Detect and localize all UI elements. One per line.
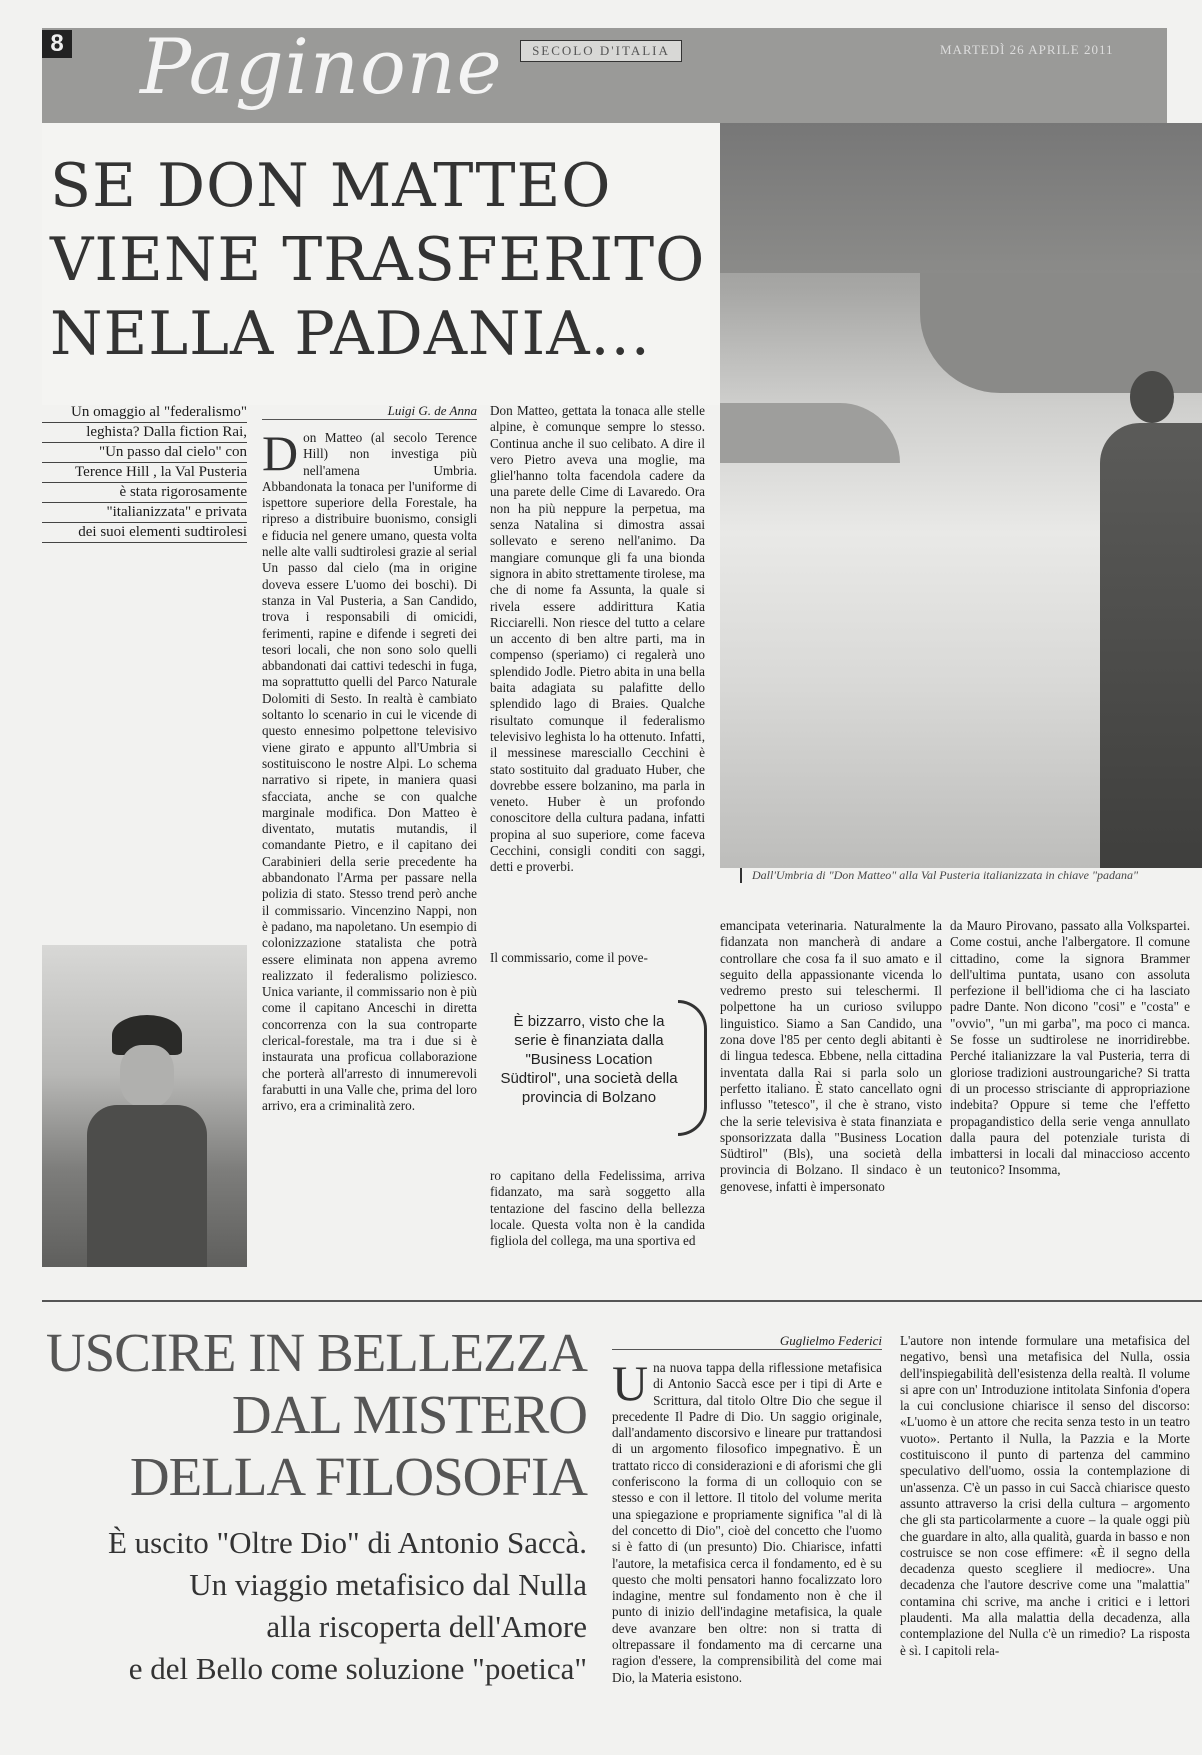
article2-column-2: L'autore non intende formulare una metafisica del negativo, bensì una metafisica del Nulla, ossia dell'inspiegabilità dell'esistenza della realtà. Il volume si apre con un' Introduzione intitolata Sinfonia d'opera la cui conclusione chiarisce il senso del discorso: «L'uomo è un attore che recita senza testo in un teatro vuoto». Pertanto il Nulla, la Pazzia e la Morte costituiscono il punto di partenza del cammino speculativo dell'uomo, ossia la contemplazione di un'assenza. C'è un passo in cui Saccà chiarisce questo assunto attraverso la crisi della cultura – argomento che gli sta particolarmente a cuore – la quale oggi più che guardare in alto, alla qualità, guarda in basso e non costruisce se non cose effimere: «È il segno della decadenza questo scegliere il mediocre». Una decadenza che l'autore descrive come una "malattia" contamina chi scrive, ma anche i critici e i lettori plaudenti. Ma alla malattia della decadenza, alla contemplazione del Nulla c'è un rimedio? La risposta è sì. I capitoli rela- [900, 1333, 1190, 1658]
masthead: SECOLO D'ITALIA [520, 40, 682, 62]
title-line: USCIRE IN BELLEZZA [45, 1322, 587, 1383]
article1-deck [42, 403, 247, 543]
title-line: DAL MISTERO [231, 1384, 587, 1445]
landscape-photo [720, 123, 1202, 868]
subtitle-line: alla riscoperta dell'Amore [266, 1609, 587, 1644]
deck-line: è stata rigorosamente [42, 483, 247, 503]
body-text: na nuova tappa della riflessione metafisica di Antonio Saccà esce per i tipi di Arte e Scrittura, dal titolo Oltre Dio che segue il precedente Il Padre di Dio. Un saggio originale, dall'andamento discorsivo e lineare pur trattandosi di un argomento filosofico impegnativo. È un trattato ricco di considerazioni e di aforismi che gli conferiscono la forma di un colloquio con se stesso e con il lettore. Il titolo del volume merita una spiegazione e propriamente significa "al di là del concetto di Dio", cioè del concetto che l'uomo si è fatto di (un presunto) Dio. Chiarisce, infatti l'autore, la metafisica cerca il fondamento, ed è su questo che molti pensatori hanno focalizzato loro indagine, mentre sul fondamento non è che il punto di inizio dell'indagine metafisica, la quale deve avanzare ben oltre: non si tratta di oltrepassare il fondamento ma di cercarne una ragion d'essere, la comprensibilità del come mai Dio, la Materia esistono. [612, 1360, 882, 1685]
article2-column-1 [612, 1333, 882, 1755]
dropcap: U [612, 1360, 649, 1411]
article1-column-4: da Mauro Pirovano, passato alla Volkspartei. Come costui, anche l'albergatore. Il comune cittadino, come la signora Brammer dell'ultima puntata, usano con assoluta perfezione il bell'idioma che ci ha lasciato padre Dante. Non dicono "cosi" e "costa" e "ovvio", "un mi garba", ma poco ci manca. Se fosse un sudtirolese ne inorridirebbe. Perché italianizzare la val Pusteria, terra di gloriose tradizioni austroungariche? Si tratta di un processo strisciante di appropriazione indebita? Oppure si teme che l'effetto propagandistico della serie venga annullato dalla paura del potenziale turista di imbattersi in locali dal minaccioso accento teutonico? Insomma, [950, 918, 1190, 1178]
article2-subtitle [42, 1522, 587, 1690]
byline: Luigi G. de Anna [262, 403, 477, 420]
title-line: DELLA FILOSOFIA [129, 1446, 587, 1507]
body-text: Don Matteo, gettata la tonaca alle stelle alpine, è comunque sempre lo stesso. Continua anche il suo celibato. A dire il vero Pietro aveva una moglie, ma gliel'hanno tolta facendola cadere da una parete delle Cime di Lavaredo. Ora non ha più neppure la perpetua, ma senza Natalina si dimostra assai sollevato e sereno nell'animo. Da mangiare comunque gli fa una biondа signora in abito strettamente tirolese, ma che di nome fa Assunta, la quale si rivela essere addirittura Katia Ricciarelli. Non riesce del tutto a celare un accento di ben altre parti, ma in compenso (speriamo) ci regalerà uno splendido Jodle. Pietro abita in una bella baita adagiata su palafitte dello splendido lago di Braies. Qualche risultato comunque il federalismo televisivo leghista lo ha ottenuto. Infatti, il messinese maresciallo Cecchini è stato sostituito dal graduato Huber, che dovrebbe essere bolzanino, ma parla in veneto. Huber è un profondo conoscitore della cultura padana, infatti propina al suo superiore, come faceva Cecchini, consigli conditi con saggi, detti e proverbi. [490, 403, 705, 875]
deck-line: Un omaggio al "federalismo" [42, 403, 247, 423]
dropcap: D [262, 430, 299, 481]
deck-line: dei suoi elementi sudtirolesi [42, 523, 247, 543]
article2-title [42, 1322, 587, 1508]
title-line: SE DON MATTEO [50, 151, 612, 221]
section-divider [42, 1300, 1202, 1302]
body-text: Il commissario, come il pove- [490, 950, 648, 965]
issue-date: MARTEDÌ 26 APRILE 2011 [940, 42, 1114, 57]
section-name: Paginone [140, 22, 503, 111]
body-text: on Matteo (al secolo Terence Hill) non investiga più nell'amena Umbria. Abbandonata la tonaca per l'uniforme di ispettore superiore della Forestale, ha ripreso a distribuire buonismo, consigli e fiducia nel genere umano, questa volta nelle alte valli sudtirolesi grazie al serial Un passo dal cielo (ma in origine doveva essere L'uomo dei boschi). Di stanza in Val Pusteria, a San Candido, trova i responsabili di omicidi, ferimenti, rapine e difende i segreti dei tesori locali, che non sono solo quelli abbandonati dai cattivi tedeschi in fuga, ma soprattutto quelli del Parco Naturale Dolomiti di Sesto. In realtà è cambiato soltanto lo scenario in cui le vicende di questo ennesimo polpettone televisivo viene girato e appunto all'Umbria si sostituiscono le nostre Alpi. Lo schema narrativo si ripete, in maniera quasi sfacciata, anche se con qualche marginale modifica. Don Matteo è diventato, mutatis mutandis, il comandante Pietro, e il capitano dei Carabinieri della serie precedente ha abbandonato l'Arma per passare nella polizia di stato. Stesso trend però anche il commissario. Vincenzino Nappi, non è padano, ma napoletano. Un esempio di colonizzazione statalista che potrà essere eliminata non appena avremo realizzato il federalismo poliziesco. Unica variante, il commissario non è più come il capitano Anceschi in diretta concorrenza con la sua controparte clerical-forestale, ma tra i due si è instaurata una proficua collaborazione che porterà all'arresto di innumerevoli farabutti in una Valle che, prima del loro arrivo, era a criminalità zero. [262, 430, 477, 1114]
subtitle-line: e del Bello come soluzione "poetica" [128, 1651, 587, 1686]
subtitle-line: È uscito "Oltre Dio" di Antonio Saccà. [107, 1525, 587, 1560]
deck-line: "italianizzata" e privata [42, 503, 247, 523]
article1-column-2 [490, 403, 705, 966]
photo-caption: Dall'Umbria di "Don Matteo" alla Val Pusteria italianizzata in chiave "padana" [740, 868, 1202, 883]
deck-line: Terence Hill , la Val Pusteria [42, 463, 247, 483]
article1-title [42, 123, 720, 405]
title-line: VIENE TRASFERITO [50, 225, 706, 295]
person-silhouette [1100, 423, 1202, 868]
subtitle-line: Un viaggio metafisico dal Nulla [189, 1567, 587, 1602]
body-text: ro capitano della Fedelissima, arriva fidanzato, ma sarà soggetto alla tentazione del fascino della bellezza locale. Questa volta non è la candida figliola del collega, ma una sportiva ed [490, 1168, 705, 1249]
quote-bracket [678, 1000, 707, 1136]
pull-quote: È bizzarro, visto che la serie è finanziata dalla "Business Location Südtirol", una società della provincia di Bolzano [500, 1013, 678, 1106]
article1-column-3: emancipata veterinaria. Naturalmente la fidanzata non mancherà di andare a controllare che cosa fa il suo amato e il seguito della appassionante vicenda lo vedremo presto sui teleschermi. Il polpettone ha un curioso sviluppo linguistico. Siamo a San Candido, una zona dove l'85 per cento degli abitanti è di lingua tedesca. Ebbene, nella cittadina inventata dalla Rai si parla solo un perfetto italiano. È stato cancellato ogni influsso "tetesco", il che è strano, visto che la serie televisiva è stata finanziata e sponsorizzata dalla "Business Location Südtirol" (Bls), una società della provincia di Bolzano. Il sindaco è un genovese, infatti è impersonato [720, 918, 942, 1194]
page-number: 8 [42, 30, 72, 58]
article1-column-1 [262, 403, 477, 1270]
byline: Guglielmo Federici [612, 1333, 882, 1350]
portrait-photo [42, 945, 247, 1267]
deck-line: leghista? Dalla fiction Rai, [42, 423, 247, 443]
title-line: NELLA PADANIA... [50, 299, 651, 369]
deck-line: "Un passo dal cielo" con [42, 443, 247, 463]
